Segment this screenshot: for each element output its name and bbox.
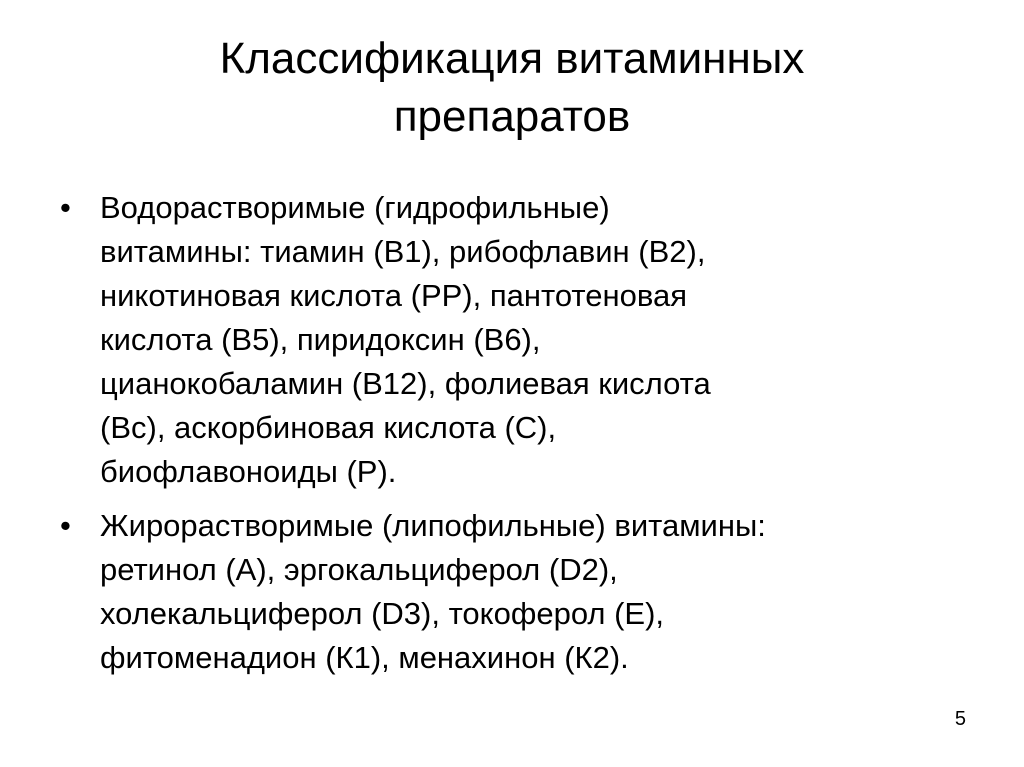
bullet-line: ретинол (А), эргокальциферол (D2), <box>100 552 618 587</box>
bullet-line: биофлавоноиды (Р). <box>100 454 397 489</box>
slide-title-line-2: препаратов <box>393 92 631 141</box>
bullet-marker: • <box>60 190 71 225</box>
bullet-item-fat-soluble <box>60 504 980 680</box>
slide-title-line-1: Классификация витаминных <box>219 34 805 83</box>
bullet-line: (Вс), аскорбиновая кислота (С), <box>100 410 557 445</box>
bullet-item-water-soluble <box>60 186 980 494</box>
slide-title <box>80 30 944 146</box>
bullet-line: цианокобаламин (В12), фолиевая кислота <box>100 366 711 401</box>
bullet-text <box>100 504 980 680</box>
page-number: 5 <box>954 708 966 730</box>
bullet-text <box>100 186 980 494</box>
bullet-line: фитоменадион (К1), менахинон (К2). <box>100 640 629 675</box>
bullet-line: кислота (В5), пиридоксин (В6), <box>100 322 541 357</box>
bullet-line: витамины: тиамин (В1), рибофлавин (В2), <box>100 234 706 269</box>
bullet-line: Жирорастворимые (липофильные) витамины: <box>100 508 766 543</box>
bullet-line: холекальциферол (D3), токоферол (Е), <box>100 596 665 631</box>
bullet-list <box>60 186 980 690</box>
bullet-line: никотиновая кислота (РР), пантотеновая <box>100 278 688 313</box>
bullet-line: Водорастворимые (гидрофильные) <box>100 190 610 225</box>
bullet-marker: • <box>60 508 71 543</box>
